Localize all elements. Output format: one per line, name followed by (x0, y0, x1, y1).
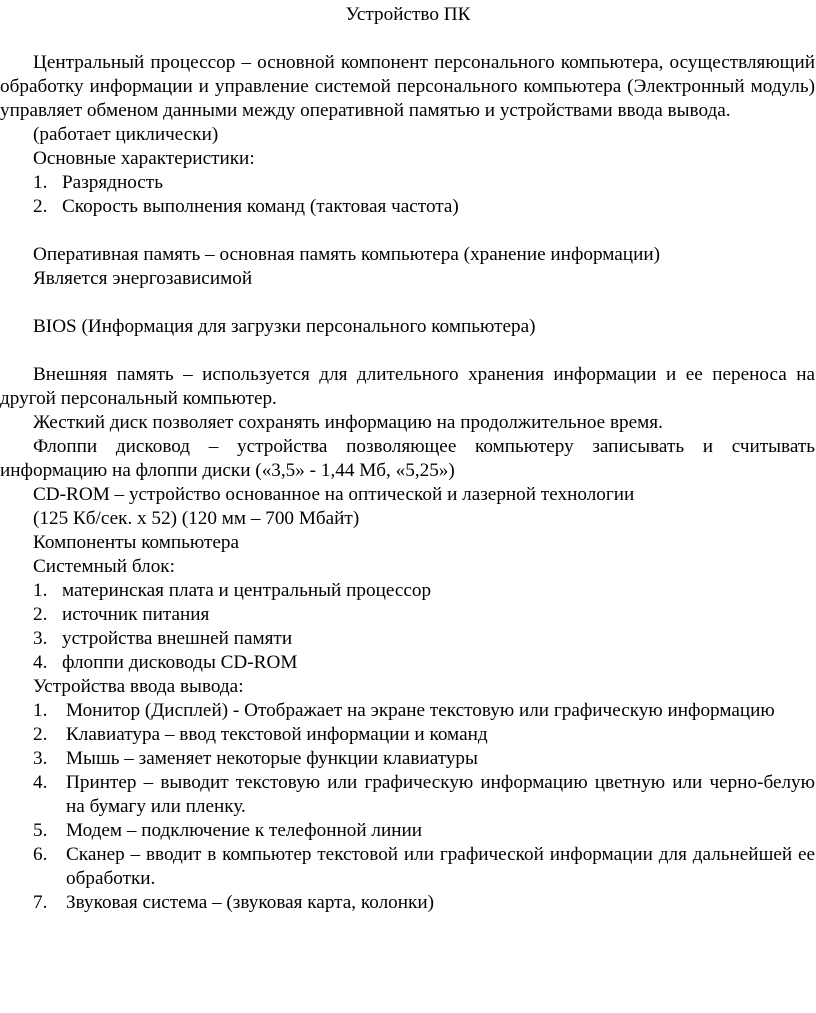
list-number: 1. (33, 172, 48, 193)
system-unit-heading: Системный блок: (33, 556, 175, 577)
hdd-line: Жесткий диск позволяет сохранять информацию на продолжительное время. (33, 412, 663, 433)
list-text: источник питания (62, 604, 210, 625)
list-number: 1. (33, 700, 48, 721)
list-text: устройства внешней памяти (62, 628, 293, 649)
list-number: 3. (33, 748, 48, 769)
list-number: 2. (33, 724, 48, 745)
list-item (0, 603, 816, 627)
list-item (0, 195, 816, 219)
list-text: Сканер – вводит в компьютер текстовой или графической информации для дальнейшей ее обработки. (66, 844, 815, 889)
spacer (0, 339, 816, 363)
floppy-paragraph: Флоппи дисковод – устройства позволяющее компьютеру записывать и считывать информацию на флоппи диски («3,5» - 1,44 Мб, «5,25») (0, 436, 815, 481)
bios-line: BIOS (Информация для загрузки персонального компьютера) (33, 316, 536, 337)
list-number: 2. (33, 196, 48, 217)
io-devices-heading: Устройства ввода вывода: (33, 676, 244, 697)
list-text: материнская плата и центральный процессор (62, 580, 432, 601)
ram-definition: Оперативная память – основная память компьютера (хранение информации) (33, 244, 660, 265)
list-item (0, 651, 816, 675)
cpu-characteristics-list (0, 171, 816, 219)
list-item (0, 771, 816, 819)
external-memory-paragraph: Внешняя память – используется для длительного хранения информации и ее переноса на другой персональный компьютер. (0, 364, 815, 409)
spacer (0, 219, 816, 243)
list-text: Модем – подключение к телефонной линии (66, 820, 423, 841)
list-item (0, 747, 816, 771)
list-item (0, 699, 816, 723)
list-number: 3. (33, 628, 48, 649)
list-item (0, 891, 816, 915)
cdrom-specs-line: (125 Кб/сек. х 52) (120 мм – 700 Мбайт) (33, 508, 360, 529)
ram-volatile-note: Является энергозависимой (33, 268, 253, 289)
list-text: Звуковая система – (звуковая карта, колонки) (66, 892, 434, 913)
io-devices-list (0, 699, 816, 915)
spacer (0, 291, 816, 315)
cpu-cyclic-note: (работает циклически) (33, 124, 219, 145)
document-title: Устройство ПК (345, 4, 471, 25)
cdrom-line: CD-ROM – устройство основанное на оптической и лазерной технологии (33, 484, 635, 505)
list-text: Мышь – заменяет некоторые функции клавиатуры (66, 748, 478, 769)
list-item (0, 627, 816, 651)
system-unit-list (0, 579, 816, 675)
list-number: 1. (33, 580, 48, 601)
list-number: 6. (33, 844, 48, 865)
list-item (0, 171, 816, 195)
list-text: Принтер – выводит текстовую или графическую информацию цветную или черно-белую на бумагу или пленку. (66, 772, 815, 817)
list-number: 4. (33, 652, 48, 673)
list-number: 7. (33, 892, 48, 913)
list-text: Разрядность (62, 172, 163, 193)
list-item (0, 579, 816, 603)
list-item (0, 819, 816, 843)
list-item (0, 723, 816, 747)
list-number: 5. (33, 820, 48, 841)
list-item (0, 843, 816, 891)
cpu-characteristics-heading: Основные характеристики: (33, 148, 255, 169)
list-number: 2. (33, 604, 48, 625)
list-text: Клавиатура – ввод текстовой информации и команд (66, 724, 488, 745)
list-text: Монитор (Дисплей) - Отображает на экране текстовую или графическую информацию (66, 700, 775, 721)
components-heading: Компоненты компьютера (33, 532, 240, 553)
spacer (0, 27, 816, 51)
list-number: 4. (33, 772, 48, 793)
list-text: Скорость выполнения команд (тактовая частота) (62, 196, 459, 217)
cpu-paragraph: Центральный процессор – основной компонент персонального компьютера, осуществляющий обработку информации и управление системой персонального компьютера (Электронный модуль) управляет обменом данными между оперативной памятью и устройствами ввода вывода. (0, 52, 815, 121)
list-text: флоппи дисководы CD-ROM (62, 652, 298, 673)
